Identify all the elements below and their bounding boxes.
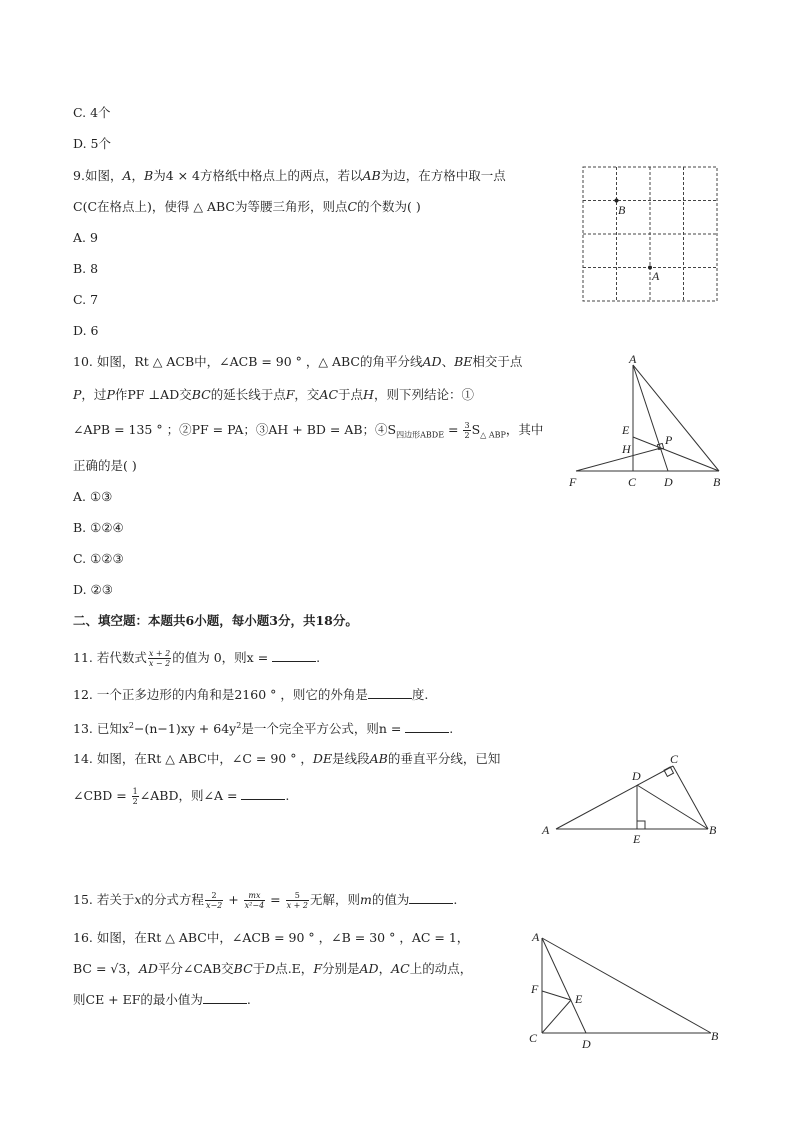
q14-stem-line2: ∠CBD = $\frac{1}{2}$ ∠ABD，则∠A = . (73, 787, 290, 806)
q10-stem-line1: 10. 如图，Rt △ ACB中，∠ACB = 90 ° ，△ ABC的角平分线AD、BE相交于点 (73, 354, 523, 369)
q10-option-b: B. ①②④ (73, 520, 124, 535)
q10-stem-line4: 正确的是( ) (73, 458, 137, 473)
q16-stem-line2: BC = √3，AD平分∠CAB交BC于D点.E，F分别是AD，AC上的动点， (73, 961, 473, 976)
label-p: P (665, 433, 673, 447)
label-b: B (711, 1029, 719, 1043)
q13-stem: 13. 已知$x^2-(n-1)xy + 64y^2$是一个完全平方公式，则n = . (73, 721, 454, 737)
label-a: A (532, 930, 540, 944)
q10-triangle-figure (565, 350, 735, 495)
label-b: B (709, 823, 717, 837)
label-b: B (618, 203, 626, 217)
label-f: F (569, 475, 577, 489)
label-h: H (622, 442, 631, 456)
q15-stem: 15. 若关于x的分式方程 $\frac{2}{x-2}$ + $\frac{mx}{\text{x²−4}}$ = $\frac{5}{x + 2}$ 无解，则m的值为 . (73, 891, 458, 910)
answer-blank[interactable] (203, 992, 247, 1004)
q10-option-d: D. ②③ (73, 582, 113, 597)
q9-option-a: A. 9 (73, 230, 98, 245)
q14-triangle-figure (538, 750, 728, 850)
q8-option-d: D. 5个 (73, 136, 111, 151)
q16-stem-line1: 16. 如图，在Rt △ ABC中，∠ACB = 90 ° ，∠B = 30 ° ，AC = 1， (73, 930, 470, 945)
q16-triangle-figure (525, 928, 725, 1053)
q10-stem-line2: P，过P作PF ⊥AD交BC的延长线于点F，交AC于点H，则下列结论：① (73, 387, 474, 402)
label-c: C (529, 1031, 538, 1045)
answer-blank[interactable] (409, 892, 453, 904)
label-f: F (531, 982, 539, 996)
q9-option-c: C. 7 (73, 292, 99, 307)
q14-stem-line1: 14. 如图，在Rt △ ABC中，∠C = 90 ° ，DE是线段AB的垂直平分线，已知 (73, 751, 501, 766)
q9-option-d: D. 6 (73, 323, 99, 338)
q10-option-c: C. ①②③ (73, 551, 124, 566)
q12-stem: 12. 一个正多边形的内角和是2160 ° ，则它的外角是 度. (73, 687, 429, 702)
label-d: D (664, 475, 673, 489)
answer-blank[interactable] (405, 721, 449, 733)
point-b (615, 199, 619, 203)
q11-stem: 11. 若代数式 $\frac{x + 2}{x - 2}$ 的值为 0，则x = . (73, 649, 321, 668)
label-b: B (713, 475, 721, 489)
answer-blank[interactable] (241, 788, 285, 800)
q10-option-a: A. ①③ (73, 489, 113, 504)
q9-stem-line1: 9.如图，A，B为4 × 4方格纸中格点上的两点，若以AB为边，在方格中取一点 (73, 168, 506, 183)
label-c: C (670, 752, 679, 766)
q9-grid-figure (580, 164, 720, 304)
q16-stem-line3: 则CE + EF的最小值为 . (73, 992, 251, 1007)
answer-blank[interactable] (272, 650, 316, 662)
label-e: E (633, 832, 641, 846)
label-d: D (582, 1037, 591, 1051)
label-a: A (652, 269, 660, 283)
answer-blank[interactable] (368, 687, 412, 699)
grid-lines (583, 167, 717, 301)
label-e: E (575, 992, 583, 1006)
q8-option-c: C. 4个 (73, 105, 111, 120)
label-a: A (542, 823, 550, 837)
label-e: E (622, 423, 630, 437)
q9-option-b: B. 8 (73, 261, 99, 276)
section2-heading: 二、填空题：本题共6小题，每小题3分，共18分。 (73, 613, 358, 628)
label-d: D (632, 769, 641, 783)
q9-stem-line2: C(C在格点上)，使得 △ ABC为等腰三角形，则点C的个数为( ) (73, 199, 421, 214)
q10-stem-line3: ∠APB = 135 ° ；②PF = PA；③AH + BD = AB；$④S_{四边形ABDE}$ = $\frac{3}{2}$ $S_{\triangle ABP}$，其中 (73, 421, 544, 440)
label-a: A (629, 352, 637, 366)
label-c: C (628, 475, 637, 489)
